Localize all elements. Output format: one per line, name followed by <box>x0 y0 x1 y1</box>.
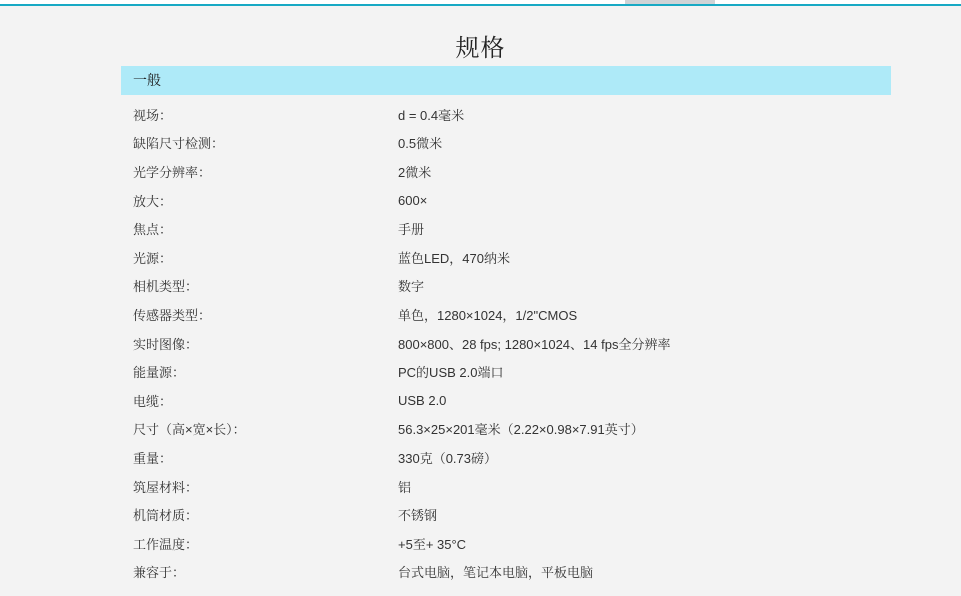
spec-row <box>121 529 891 558</box>
spec-label: 电缆： <box>133 393 173 409</box>
spec-row <box>121 100 891 129</box>
spec-value: d = 0.4毫米 <box>398 107 465 123</box>
spec-row <box>121 558 891 587</box>
spec-label: 尺寸（高×宽×长）： <box>133 422 246 438</box>
spec-row <box>121 329 891 358</box>
spec-row <box>121 472 891 501</box>
section-header-general: 一般 <box>121 66 891 95</box>
spec-value: PC的USB 2.0端口 <box>398 365 504 381</box>
spec-value: +5至+ 35°C <box>398 536 467 552</box>
page-title: 规格 <box>455 35 506 62</box>
spec-label: 视场： <box>133 107 173 123</box>
spec-value: USB 2.0 <box>398 392 447 408</box>
spec-label: 光学分辨率： <box>133 164 212 180</box>
specifications-table <box>121 100 891 586</box>
spec-row <box>121 157 891 186</box>
spec-label: 光源： <box>133 250 173 266</box>
spec-label: 筑屋材料： <box>133 479 199 495</box>
spec-value: 数字 <box>398 279 425 295</box>
spec-label: 实时图像： <box>133 336 199 352</box>
spec-value: 0.5微米 <box>398 136 443 152</box>
spec-row <box>121 129 891 158</box>
top-accent-bar <box>0 0 961 6</box>
spec-label: 重量： <box>133 450 173 466</box>
spec-row <box>121 300 891 329</box>
spec-label: 兼容于： <box>133 565 186 581</box>
spec-value: 330克（0.73磅） <box>398 450 497 466</box>
spec-row <box>121 415 891 444</box>
spec-row <box>121 243 891 272</box>
spec-row <box>121 186 891 215</box>
spec-label: 焦点： <box>133 222 173 238</box>
accent-rule <box>0 4 961 6</box>
spec-value: 手册 <box>398 222 425 238</box>
spec-label: 缺陷尺寸检测： <box>133 136 225 152</box>
spec-label: 放大： <box>133 193 173 209</box>
spec-value: 单色，1280×1024，1/2"CMOS <box>398 307 578 323</box>
spec-value: 台式电脑，笔记本电脑，平板电脑 <box>398 565 594 581</box>
spec-label: 能量源： <box>133 365 186 381</box>
spec-value: 56.3×25×201毫米（2.22×0.98×7.91英寸） <box>398 422 644 438</box>
spec-row <box>121 357 891 386</box>
spec-value: 蓝色LED，470纳米 <box>398 250 510 266</box>
spec-value: 2微米 <box>398 164 432 180</box>
spec-label: 机筒材质： <box>133 508 199 524</box>
spec-row <box>121 500 891 529</box>
spec-row <box>121 214 891 243</box>
specifications-panel <box>121 66 891 586</box>
spec-row <box>121 386 891 415</box>
spec-row <box>121 272 891 301</box>
spec-value: 800×800、28 fps; 1280×1024、14 fps全分辨率 <box>398 336 671 352</box>
spec-value: 不锈钢 <box>398 508 438 524</box>
spec-row <box>121 443 891 472</box>
spec-label: 工作温度： <box>133 536 199 552</box>
spec-value: 铝 <box>398 479 412 495</box>
spec-label: 相机类型： <box>133 279 199 295</box>
spec-label: 传感器类型： <box>133 307 212 323</box>
spec-value: 600× <box>398 192 428 208</box>
